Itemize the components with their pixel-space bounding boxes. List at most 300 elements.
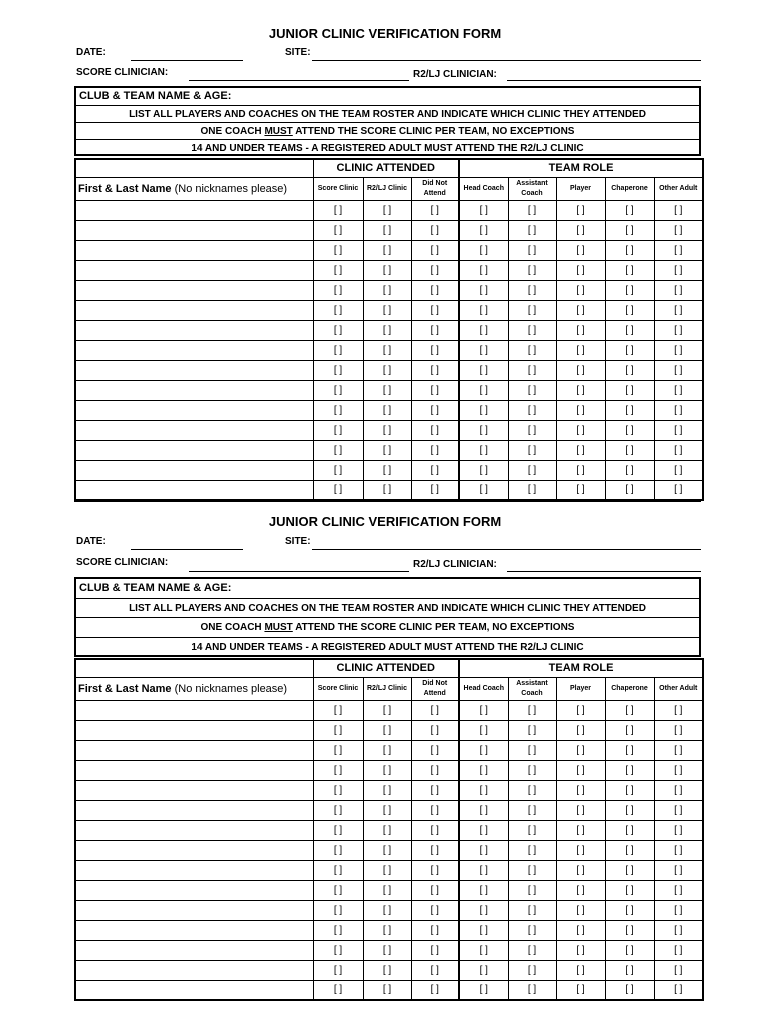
player-name-cell[interactable] — [75, 860, 313, 880]
score-clinic-checkbox[interactable]: [ ] — [313, 200, 363, 220]
r2-clinic-checkbox[interactable]: [ ] — [363, 700, 411, 720]
player-name-cell[interactable] — [75, 340, 313, 360]
r2-clinic-checkbox[interactable]: [ ] — [363, 900, 411, 920]
assistant-coach-checkbox[interactable]: [ ] — [508, 420, 556, 440]
head-coach-checkbox[interactable]: [ ] — [459, 900, 508, 920]
score-clinic-checkbox[interactable]: [ ] — [313, 900, 363, 920]
did-not-attend-checkbox[interactable]: [ ] — [411, 220, 459, 240]
other-adult-checkbox[interactable]: [ ] — [654, 720, 703, 740]
player-checkbox[interactable]: [ ] — [556, 420, 605, 440]
head-coach-checkbox[interactable]: [ ] — [459, 480, 508, 500]
r2-clinic-checkbox[interactable]: [ ] — [363, 340, 411, 360]
did-not-attend-checkbox[interactable]: [ ] — [411, 280, 459, 300]
chaperone-checkbox[interactable]: [ ] — [605, 720, 654, 740]
assistant-coach-checkbox[interactable]: [ ] — [508, 760, 556, 780]
player-checkbox[interactable]: [ ] — [556, 280, 605, 300]
head-coach-checkbox[interactable]: [ ] — [459, 840, 508, 860]
did-not-attend-checkbox[interactable]: [ ] — [411, 360, 459, 380]
did-not-attend-checkbox[interactable]: [ ] — [411, 380, 459, 400]
player-name-cell[interactable] — [75, 820, 313, 840]
player-checkbox[interactable]: [ ] — [556, 460, 605, 480]
r2-clinic-checkbox[interactable]: [ ] — [363, 260, 411, 280]
assistant-coach-checkbox[interactable]: [ ] — [508, 780, 556, 800]
did-not-attend-checkbox[interactable]: [ ] — [411, 880, 459, 900]
assistant-coach-checkbox[interactable]: [ ] — [508, 220, 556, 240]
r2-clinic-checkbox[interactable]: [ ] — [363, 280, 411, 300]
score-clinic-checkbox[interactable]: [ ] — [313, 480, 363, 500]
assistant-coach-checkbox[interactable]: [ ] — [508, 960, 556, 980]
other-adult-checkbox[interactable]: [ ] — [654, 840, 703, 860]
assistant-coach-checkbox[interactable]: [ ] — [508, 840, 556, 860]
other-adult-checkbox[interactable]: [ ] — [654, 700, 703, 720]
assistant-coach-checkbox[interactable]: [ ] — [508, 200, 556, 220]
did-not-attend-checkbox[interactable]: [ ] — [411, 840, 459, 860]
r2-clinic-checkbox[interactable]: [ ] — [363, 460, 411, 480]
player-name-cell[interactable] — [75, 460, 313, 480]
head-coach-checkbox[interactable]: [ ] — [459, 340, 508, 360]
head-coach-checkbox[interactable]: [ ] — [459, 960, 508, 980]
did-not-attend-checkbox[interactable]: [ ] — [411, 980, 459, 1000]
did-not-attend-checkbox[interactable]: [ ] — [411, 920, 459, 940]
did-not-attend-checkbox[interactable]: [ ] — [411, 820, 459, 840]
did-not-attend-checkbox[interactable]: [ ] — [411, 940, 459, 960]
head-coach-checkbox[interactable]: [ ] — [459, 220, 508, 240]
score-clinician-field[interactable] — [189, 80, 409, 81]
assistant-coach-checkbox[interactable]: [ ] — [508, 400, 556, 420]
chaperone-checkbox[interactable]: [ ] — [605, 920, 654, 940]
did-not-attend-checkbox[interactable]: [ ] — [411, 800, 459, 820]
other-adult-checkbox[interactable]: [ ] — [654, 320, 703, 340]
score-clinic-checkbox[interactable]: [ ] — [313, 960, 363, 980]
player-checkbox[interactable]: [ ] — [556, 480, 605, 500]
head-coach-checkbox[interactable]: [ ] — [459, 380, 508, 400]
score-clinic-checkbox[interactable]: [ ] — [313, 280, 363, 300]
player-name-cell[interactable] — [75, 380, 313, 400]
head-coach-checkbox[interactable]: [ ] — [459, 260, 508, 280]
score-clinic-checkbox[interactable]: [ ] — [313, 440, 363, 460]
assistant-coach-checkbox[interactable]: [ ] — [508, 940, 556, 960]
chaperone-checkbox[interactable]: [ ] — [605, 200, 654, 220]
r2-clinic-checkbox[interactable]: [ ] — [363, 240, 411, 260]
r2-clinic-checkbox[interactable]: [ ] — [363, 840, 411, 860]
did-not-attend-checkbox[interactable]: [ ] — [411, 780, 459, 800]
chaperone-checkbox[interactable]: [ ] — [605, 940, 654, 960]
r2-clinic-checkbox[interactable]: [ ] — [363, 980, 411, 1000]
score-clinic-checkbox[interactable]: [ ] — [313, 360, 363, 380]
chaperone-checkbox[interactable]: [ ] — [605, 360, 654, 380]
assistant-coach-checkbox[interactable]: [ ] — [508, 820, 556, 840]
player-name-cell[interactable] — [75, 360, 313, 380]
player-checkbox[interactable]: [ ] — [556, 200, 605, 220]
chaperone-checkbox[interactable]: [ ] — [605, 320, 654, 340]
col-other-adult: Other Adult — [654, 177, 703, 200]
r2-clinic-checkbox[interactable]: [ ] — [363, 220, 411, 240]
other-adult-checkbox[interactable]: [ ] — [654, 380, 703, 400]
r2-clinic-checkbox[interactable]: [ ] — [363, 780, 411, 800]
player-checkbox[interactable]: [ ] — [556, 800, 605, 820]
score-clinic-checkbox[interactable]: [ ] — [313, 740, 363, 760]
r2-clinic-checkbox[interactable]: [ ] — [363, 720, 411, 740]
player-checkbox[interactable]: [ ] — [556, 440, 605, 460]
assistant-coach-checkbox[interactable]: [ ] — [508, 880, 556, 900]
player-checkbox[interactable]: [ ] — [556, 780, 605, 800]
head-coach-checkbox[interactable]: [ ] — [459, 360, 508, 380]
r2-clinician-field[interactable] — [507, 80, 701, 81]
other-adult-checkbox[interactable]: [ ] — [654, 460, 703, 480]
player-name-cell[interactable] — [75, 400, 313, 420]
head-coach-checkbox[interactable]: [ ] — [459, 860, 508, 880]
player-name-cell[interactable] — [75, 840, 313, 860]
assistant-coach-checkbox[interactable]: [ ] — [508, 480, 556, 500]
chaperone-checkbox[interactable]: [ ] — [605, 380, 654, 400]
assistant-coach-checkbox[interactable]: [ ] — [508, 900, 556, 920]
chaperone-checkbox[interactable]: [ ] — [605, 400, 654, 420]
other-adult-checkbox[interactable]: [ ] — [654, 940, 703, 960]
player-name-cell[interactable] — [75, 740, 313, 760]
roster-rows — [75, 700, 703, 1000]
score-clinic-checkbox[interactable]: [ ] — [313, 420, 363, 440]
assistant-coach-checkbox[interactable]: [ ] — [508, 300, 556, 320]
score-clinic-checkbox[interactable]: [ ] — [313, 720, 363, 740]
other-adult-checkbox[interactable]: [ ] — [654, 200, 703, 220]
chaperone-checkbox[interactable]: [ ] — [605, 860, 654, 880]
r2-clinic-checkbox[interactable]: [ ] — [363, 940, 411, 960]
other-adult-checkbox[interactable]: [ ] — [654, 780, 703, 800]
assistant-coach-checkbox[interactable]: [ ] — [508, 440, 556, 460]
score-clinic-checkbox[interactable]: [ ] — [313, 760, 363, 780]
player-name-cell[interactable] — [75, 760, 313, 780]
other-adult-checkbox[interactable]: [ ] — [654, 240, 703, 260]
player-checkbox[interactable]: [ ] — [556, 880, 605, 900]
r2-clinic-checkbox[interactable]: [ ] — [363, 360, 411, 380]
roster-rows — [75, 200, 703, 500]
did-not-attend-checkbox[interactable]: [ ] — [411, 760, 459, 780]
chaperone-checkbox[interactable]: [ ] — [605, 260, 654, 280]
chaperone-checkbox[interactable]: [ ] — [605, 780, 654, 800]
head-coach-checkbox[interactable]: [ ] — [459, 400, 508, 420]
chaperone-checkbox[interactable]: [ ] — [605, 980, 654, 1000]
score-clinic-checkbox[interactable]: [ ] — [313, 980, 363, 1000]
chaperone-checkbox[interactable]: [ ] — [605, 960, 654, 980]
head-coach-checkbox[interactable]: [ ] — [459, 940, 508, 960]
r2-clinic-checkbox[interactable]: [ ] — [363, 800, 411, 820]
score-clinic-checkbox[interactable]: [ ] — [313, 460, 363, 480]
did-not-attend-checkbox[interactable]: [ ] — [411, 900, 459, 920]
chaperone-checkbox[interactable]: [ ] — [605, 340, 654, 360]
col-player: Player — [556, 677, 605, 700]
r2-clinic-checkbox[interactable]: [ ] — [363, 480, 411, 500]
other-adult-checkbox[interactable]: [ ] — [654, 300, 703, 320]
player-checkbox[interactable]: [ ] — [556, 760, 605, 780]
did-not-attend-checkbox[interactable]: [ ] — [411, 320, 459, 340]
assistant-coach-checkbox[interactable]: [ ] — [508, 320, 556, 340]
other-adult-checkbox[interactable]: [ ] — [654, 440, 703, 460]
chaperone-checkbox[interactable]: [ ] — [605, 880, 654, 900]
assistant-coach-checkbox[interactable]: [ ] — [508, 340, 556, 360]
other-adult-checkbox[interactable]: [ ] — [654, 760, 703, 780]
col-chaperone: Chaperone — [605, 177, 654, 200]
did-not-attend-checkbox[interactable]: [ ] — [411, 440, 459, 460]
other-adult-checkbox[interactable]: [ ] — [654, 740, 703, 760]
r2-clinic-checkbox[interactable]: [ ] — [363, 420, 411, 440]
chaperone-checkbox[interactable]: [ ] — [605, 820, 654, 840]
assistant-coach-checkbox[interactable]: [ ] — [508, 740, 556, 760]
assistant-coach-checkbox[interactable]: [ ] — [508, 280, 556, 300]
player-checkbox[interactable]: [ ] — [556, 300, 605, 320]
score-clinician-label: SCORE CLINICIAN: — [76, 67, 169, 78]
player-name-cell[interactable] — [75, 300, 313, 320]
chaperone-checkbox[interactable]: [ ] — [605, 220, 654, 240]
head-coach-checkbox[interactable]: [ ] — [459, 420, 508, 440]
table-row — [75, 740, 703, 760]
r2-clinic-checkbox[interactable]: [ ] — [363, 960, 411, 980]
head-coach-checkbox[interactable]: [ ] — [459, 920, 508, 940]
did-not-attend-checkbox[interactable]: [ ] — [411, 200, 459, 220]
r2-clinic-checkbox[interactable]: [ ] — [363, 320, 411, 340]
r2-clinic-checkbox[interactable]: [ ] — [363, 880, 411, 900]
player-name-cell[interactable] — [75, 260, 313, 280]
other-adult-checkbox[interactable]: [ ] — [654, 420, 703, 440]
assistant-coach-checkbox[interactable]: [ ] — [508, 360, 556, 380]
player-checkbox[interactable]: [ ] — [556, 320, 605, 340]
assistant-coach-checkbox[interactable]: [ ] — [508, 260, 556, 280]
score-clinic-checkbox[interactable]: [ ] — [313, 700, 363, 720]
chaperone-checkbox[interactable]: [ ] — [605, 280, 654, 300]
assistant-coach-checkbox[interactable]: [ ] — [508, 380, 556, 400]
other-adult-checkbox[interactable]: [ ] — [654, 340, 703, 360]
head-coach-checkbox[interactable]: [ ] — [459, 820, 508, 840]
other-adult-checkbox[interactable]: [ ] — [654, 480, 703, 500]
player-name-cell[interactable] — [75, 940, 313, 960]
assistant-coach-checkbox[interactable]: [ ] — [508, 460, 556, 480]
player-name-cell[interactable] — [75, 920, 313, 940]
instruction-14-under: 14 AND UNDER TEAMS - A REGISTERED ADULT MUST ATTEND THE R2/LJ CLINIC — [76, 139, 699, 156]
did-not-attend-checkbox[interactable]: [ ] — [411, 340, 459, 360]
assistant-coach-checkbox[interactable]: [ ] — [508, 240, 556, 260]
instruction-14-under: 14 AND UNDER TEAMS - A REGISTERED ADULT MUST ATTEND THE R2/LJ CLINIC — [76, 637, 699, 656]
other-adult-checkbox[interactable]: [ ] — [654, 860, 703, 880]
did-not-attend-checkbox[interactable]: [ ] — [411, 400, 459, 420]
score-clinic-checkbox[interactable]: [ ] — [313, 220, 363, 240]
head-coach-checkbox[interactable]: [ ] — [459, 700, 508, 720]
score-clinic-checkbox[interactable]: [ ] — [313, 340, 363, 360]
r2-clinic-checkbox[interactable]: [ ] — [363, 860, 411, 880]
head-coach-checkbox[interactable]: [ ] — [459, 440, 508, 460]
chaperone-checkbox[interactable]: [ ] — [605, 300, 654, 320]
other-adult-checkbox[interactable]: [ ] — [654, 260, 703, 280]
instruction-one-coach-post: ATTEND THE SCORE CLINIC PER TEAM, NO EXCEPTIONS — [292, 126, 575, 137]
did-not-attend-checkbox[interactable]: [ ] — [411, 740, 459, 760]
r2-clinic-checkbox[interactable]: [ ] — [363, 440, 411, 460]
head-coach-checkbox[interactable]: [ ] — [459, 980, 508, 1000]
did-not-attend-checkbox[interactable]: [ ] — [411, 480, 459, 500]
score-clinic-checkbox[interactable]: [ ] — [313, 300, 363, 320]
instruction-one-coach — [76, 617, 699, 637]
score-clinic-checkbox[interactable]: [ ] — [313, 820, 363, 840]
site-field[interactable] — [312, 60, 701, 61]
head-coach-checkbox[interactable]: [ ] — [459, 320, 508, 340]
player-checkbox[interactable]: [ ] — [556, 940, 605, 960]
did-not-attend-checkbox[interactable]: [ ] — [411, 460, 459, 480]
chaperone-checkbox[interactable]: [ ] — [605, 440, 654, 460]
head-coach-checkbox[interactable]: [ ] — [459, 240, 508, 260]
r2-clinic-checkbox[interactable]: [ ] — [363, 820, 411, 840]
head-coach-checkbox[interactable]: [ ] — [459, 880, 508, 900]
other-adult-checkbox[interactable]: [ ] — [654, 980, 703, 1000]
score-clinician-field[interactable] — [189, 571, 409, 572]
score-clinic-checkbox[interactable]: [ ] — [313, 240, 363, 260]
r2-clinic-checkbox[interactable]: [ ] — [363, 300, 411, 320]
other-adult-checkbox[interactable]: [ ] — [654, 820, 703, 840]
date-field[interactable] — [131, 549, 243, 550]
player-name-cell[interactable] — [75, 240, 313, 260]
player-checkbox[interactable]: [ ] — [556, 820, 605, 840]
player-checkbox[interactable]: [ ] — [556, 380, 605, 400]
did-not-attend-checkbox[interactable]: [ ] — [411, 260, 459, 280]
instruction-one-coach — [76, 122, 699, 139]
chaperone-checkbox[interactable]: [ ] — [605, 480, 654, 500]
player-name-cell[interactable] — [75, 800, 313, 820]
other-adult-checkbox[interactable]: [ ] — [654, 880, 703, 900]
did-not-attend-checkbox[interactable]: [ ] — [411, 860, 459, 880]
r2-clinic-checkbox[interactable]: [ ] — [363, 380, 411, 400]
player-name-cell[interactable] — [75, 700, 313, 720]
score-clinic-checkbox[interactable]: [ ] — [313, 320, 363, 340]
player-checkbox[interactable]: [ ] — [556, 240, 605, 260]
score-clinic-checkbox[interactable]: [ ] — [313, 860, 363, 880]
score-clinic-checkbox[interactable]: [ ] — [313, 940, 363, 960]
player-name-cell[interactable] — [75, 780, 313, 800]
player-name-cell[interactable] — [75, 420, 313, 440]
score-clinic-checkbox[interactable]: [ ] — [313, 920, 363, 940]
club-team-field[interactable]: CLUB & TEAM NAME & AGE: — [79, 90, 232, 102]
r2-clinic-checkbox[interactable]: [ ] — [363, 200, 411, 220]
player-checkbox[interactable]: [ ] — [556, 260, 605, 280]
site-field[interactable] — [312, 549, 701, 550]
player-checkbox[interactable]: [ ] — [556, 340, 605, 360]
table-row — [75, 440, 703, 460]
score-clinic-checkbox[interactable]: [ ] — [313, 880, 363, 900]
r2-clinic-checkbox[interactable]: [ ] — [363, 740, 411, 760]
r2-clinic-checkbox[interactable]: [ ] — [363, 760, 411, 780]
other-adult-checkbox[interactable]: [ ] — [654, 360, 703, 380]
head-coach-checkbox[interactable]: [ ] — [459, 280, 508, 300]
chaperone-checkbox[interactable]: [ ] — [605, 460, 654, 480]
col-other-adult: Other Adult — [654, 677, 703, 700]
did-not-attend-checkbox[interactable]: [ ] — [411, 420, 459, 440]
did-not-attend-checkbox[interactable]: [ ] — [411, 960, 459, 980]
player-name-cell[interactable] — [75, 720, 313, 740]
player-name-cell[interactable] — [75, 440, 313, 460]
did-not-attend-checkbox[interactable]: [ ] — [411, 700, 459, 720]
head-coach-checkbox[interactable]: [ ] — [459, 800, 508, 820]
player-name-cell[interactable] — [75, 200, 313, 220]
score-clinic-checkbox[interactable]: [ ] — [313, 800, 363, 820]
score-clinic-checkbox[interactable]: [ ] — [313, 260, 363, 280]
player-checkbox[interactable]: [ ] — [556, 960, 605, 980]
player-name-cell[interactable] — [75, 480, 313, 500]
col-assistant-coach: Assistant Coach — [508, 677, 556, 700]
chaperone-checkbox[interactable]: [ ] — [605, 760, 654, 780]
player-name-cell[interactable] — [75, 880, 313, 900]
did-not-attend-checkbox[interactable]: [ ] — [411, 720, 459, 740]
score-clinic-checkbox[interactable]: [ ] — [313, 780, 363, 800]
head-coach-checkbox[interactable]: [ ] — [459, 760, 508, 780]
player-checkbox[interactable]: [ ] — [556, 720, 605, 740]
assistant-coach-checkbox[interactable]: [ ] — [508, 700, 556, 720]
player-name-cell[interactable] — [75, 900, 313, 920]
player-checkbox[interactable]: [ ] — [556, 840, 605, 860]
header-spacer — [75, 159, 313, 177]
chaperone-checkbox[interactable]: [ ] — [605, 240, 654, 260]
other-adult-checkbox[interactable]: [ ] — [654, 960, 703, 980]
assistant-coach-checkbox[interactable]: [ ] — [508, 920, 556, 940]
head-coach-checkbox[interactable]: [ ] — [459, 460, 508, 480]
assistant-coach-checkbox[interactable]: [ ] — [508, 720, 556, 740]
player-checkbox[interactable]: [ ] — [556, 700, 605, 720]
head-coach-checkbox[interactable]: [ ] — [459, 300, 508, 320]
player-checkbox[interactable]: [ ] — [556, 860, 605, 880]
player-checkbox[interactable]: [ ] — [556, 220, 605, 240]
score-clinic-checkbox[interactable]: [ ] — [313, 380, 363, 400]
club-team-field[interactable]: CLUB & TEAM NAME & AGE: — [79, 582, 232, 594]
player-name-cell[interactable] — [75, 280, 313, 300]
assistant-coach-checkbox[interactable]: [ ] — [508, 980, 556, 1000]
r2-clinic-checkbox[interactable]: [ ] — [363, 920, 411, 940]
other-adult-checkbox[interactable]: [ ] — [654, 800, 703, 820]
score-clinic-checkbox[interactable]: [ ] — [313, 840, 363, 860]
player-checkbox[interactable]: [ ] — [556, 360, 605, 380]
table-row — [75, 320, 703, 340]
r2-clinic-checkbox[interactable]: [ ] — [363, 400, 411, 420]
did-not-attend-checkbox[interactable]: [ ] — [411, 300, 459, 320]
player-name-cell[interactable] — [75, 220, 313, 240]
assistant-coach-checkbox[interactable]: [ ] — [508, 800, 556, 820]
player-checkbox[interactable]: [ ] — [556, 400, 605, 420]
did-not-attend-checkbox[interactable]: [ ] — [411, 240, 459, 260]
player-name-cell[interactable] — [75, 980, 313, 1000]
head-coach-checkbox[interactable]: [ ] — [459, 780, 508, 800]
player-name-cell[interactable] — [75, 960, 313, 980]
date-field[interactable] — [131, 60, 243, 61]
other-adult-checkbox[interactable]: [ ] — [654, 400, 703, 420]
head-coach-checkbox[interactable]: [ ] — [459, 740, 508, 760]
player-checkbox[interactable]: [ ] — [556, 740, 605, 760]
chaperone-checkbox[interactable]: [ ] — [605, 900, 654, 920]
assistant-coach-checkbox[interactable]: [ ] — [508, 860, 556, 880]
head-coach-checkbox[interactable]: [ ] — [459, 200, 508, 220]
r2-clinician-field[interactable] — [507, 571, 701, 572]
player-checkbox[interactable]: [ ] — [556, 920, 605, 940]
other-adult-checkbox[interactable]: [ ] — [654, 900, 703, 920]
head-coach-checkbox[interactable]: [ ] — [459, 720, 508, 740]
other-adult-checkbox[interactable]: [ ] — [654, 220, 703, 240]
name-header-note: (No nicknames please) — [171, 182, 288, 195]
chaperone-checkbox[interactable]: [ ] — [605, 740, 654, 760]
table-row — [75, 780, 703, 800]
chaperone-checkbox[interactable]: [ ] — [605, 840, 654, 860]
chaperone-checkbox[interactable]: [ ] — [605, 420, 654, 440]
score-clinic-checkbox[interactable]: [ ] — [313, 400, 363, 420]
player-checkbox[interactable]: [ ] — [556, 900, 605, 920]
player-checkbox[interactable]: [ ] — [556, 980, 605, 1000]
other-adult-checkbox[interactable]: [ ] — [654, 280, 703, 300]
chaperone-checkbox[interactable]: [ ] — [605, 700, 654, 720]
table-row — [75, 820, 703, 840]
chaperone-checkbox[interactable]: [ ] — [605, 800, 654, 820]
player-name-cell[interactable] — [75, 320, 313, 340]
other-adult-checkbox[interactable]: [ ] — [654, 920, 703, 940]
